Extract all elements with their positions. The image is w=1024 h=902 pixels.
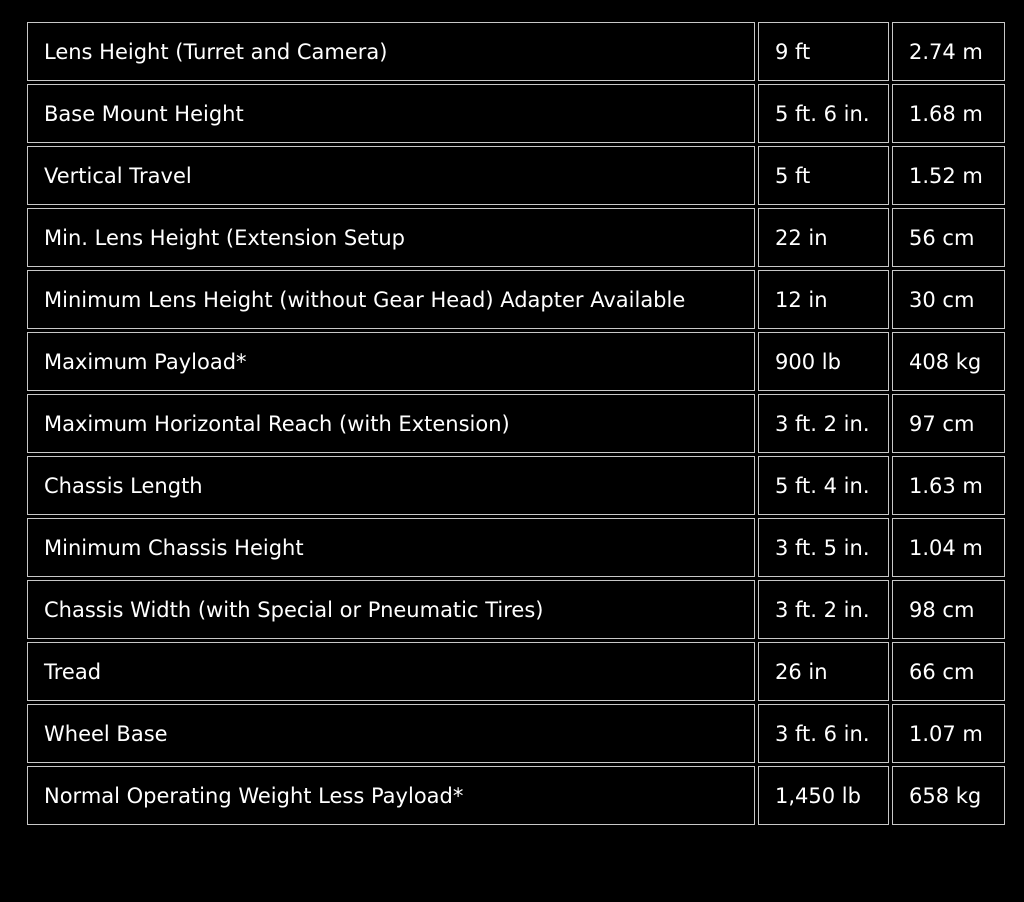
spec-value-metric: 658 kg	[892, 766, 1005, 825]
spec-value-imperial: 5 ft. 4 in.	[758, 456, 889, 515]
spec-value-imperial: 5 ft. 6 in.	[758, 84, 889, 143]
spec-label: Wheel Base	[27, 704, 755, 763]
table-row	[27, 766, 1005, 825]
table-row	[27, 580, 1005, 639]
spec-value-imperial: 26 in	[758, 642, 889, 701]
spec-label: Minimum Chassis Height	[27, 518, 755, 577]
spec-value-metric: 1.52 m	[892, 146, 1005, 205]
spec-label: Base Mount Height	[27, 84, 755, 143]
spec-label: Maximum Payload*	[27, 332, 755, 391]
table-row	[27, 456, 1005, 515]
spec-value-metric: 2.74 m	[892, 22, 1005, 81]
table-row	[27, 642, 1005, 701]
spec-value-metric: 408 kg	[892, 332, 1005, 391]
spec-label: Minimum Lens Height (without Gear Head) Adapter Available	[27, 270, 755, 329]
spec-value-metric: 30 cm	[892, 270, 1005, 329]
spec-value-imperial: 900 lb	[758, 332, 889, 391]
spec-label: Normal Operating Weight Less Payload*	[27, 766, 755, 825]
spec-value-metric: 1.63 m	[892, 456, 1005, 515]
spec-label: Vertical Travel	[27, 146, 755, 205]
spec-value-metric: 1.04 m	[892, 518, 1005, 577]
spec-table-body	[27, 22, 1005, 825]
table-row	[27, 394, 1005, 453]
spec-value-imperial: 3 ft. 2 in.	[758, 394, 889, 453]
spec-label: Lens Height (Turret and Camera)	[27, 22, 755, 81]
spec-label: Min. Lens Height (Extension Setup	[27, 208, 755, 267]
table-row	[27, 84, 1005, 143]
spec-value-metric: 98 cm	[892, 580, 1005, 639]
table-row	[27, 704, 1005, 763]
spec-value-metric: 1.07 m	[892, 704, 1005, 763]
spec-value-imperial: 3 ft. 6 in.	[758, 704, 889, 763]
spec-label: Chassis Width (with Special or Pneumatic Tires)	[27, 580, 755, 639]
spec-value-metric: 56 cm	[892, 208, 1005, 267]
spec-value-imperial: 5 ft	[758, 146, 889, 205]
spec-value-metric: 66 cm	[892, 642, 1005, 701]
table-row	[27, 22, 1005, 81]
table-row	[27, 146, 1005, 205]
spec-value-imperial: 3 ft. 2 in.	[758, 580, 889, 639]
table-row	[27, 270, 1005, 329]
table-row	[27, 518, 1005, 577]
spec-label: Maximum Horizontal Reach (with Extension)	[27, 394, 755, 453]
table-row	[27, 208, 1005, 267]
table-row	[27, 332, 1005, 391]
spec-value-imperial: 3 ft. 5 in.	[758, 518, 889, 577]
spec-value-imperial: 9 ft	[758, 22, 889, 81]
spec-label: Chassis Length	[27, 456, 755, 515]
spec-value-imperial: 12 in	[758, 270, 889, 329]
spec-value-imperial: 22 in	[758, 208, 889, 267]
spec-label: Tread	[27, 642, 755, 701]
spec-value-metric: 1.68 m	[892, 84, 1005, 143]
spec-value-imperial: 1,450 lb	[758, 766, 889, 825]
spec-value-metric: 97 cm	[892, 394, 1005, 453]
spec-table	[24, 19, 1008, 828]
